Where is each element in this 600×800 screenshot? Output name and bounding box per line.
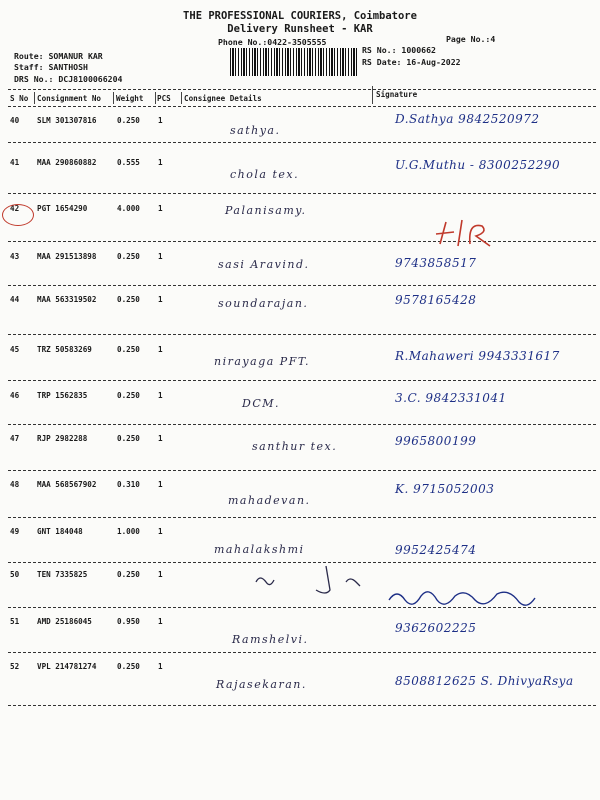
row-sno: 46 <box>10 391 20 400</box>
row-weight: 0.250 <box>117 252 140 261</box>
row-consignment-no: TEN 7335825 <box>37 570 88 579</box>
row-consignment-no: GNT 184048 <box>37 527 83 536</box>
row-sno: 52 <box>10 662 20 671</box>
col-divider <box>34 92 35 104</box>
table-row <box>0 110 600 150</box>
row-consignee: mahadevan. <box>228 494 311 507</box>
table-row <box>0 385 600 425</box>
row-pcs: 1 <box>158 345 163 354</box>
table-row <box>0 474 600 514</box>
row-consignee: Palanisamy. <box>225 204 307 217</box>
rs-number: RS No.: 1000662 <box>362 45 436 55</box>
row-consignee: chola tex. <box>230 168 300 181</box>
row-pcs: 1 <box>158 662 163 671</box>
header-top-divider <box>8 89 596 90</box>
row-consignee: Ramshelvi. <box>232 633 309 646</box>
tamil-signature-scribble <box>385 584 555 614</box>
row-weight: 0.250 <box>117 391 140 400</box>
table-row <box>0 428 600 468</box>
drs-number: DRS No.: DCJ8100066204 <box>14 74 123 84</box>
row-divider <box>8 193 596 194</box>
table-row <box>0 656 600 696</box>
company-title: THE PROFESSIONAL COURIERS, Coimbatore <box>183 10 417 22</box>
row-weight: 0.950 <box>117 617 140 626</box>
row-divider <box>8 142 596 143</box>
row-signature: U.G.Muthu - 8300252290 <box>395 158 561 172</box>
row-weight: 1.000 <box>117 527 140 536</box>
row-consignment-no: TRZ 50583269 <box>37 345 92 354</box>
row-consignment-no: MAA 568567902 <box>37 480 97 489</box>
row-sno: 42 <box>10 204 20 213</box>
row-consignment-no: TRP 1562835 <box>37 391 88 400</box>
row-pcs: 1 <box>158 527 163 536</box>
row-weight: 0.310 <box>117 480 140 489</box>
header-bottom-divider <box>8 106 596 107</box>
row-consignee: santhur tex. <box>252 440 338 453</box>
row-consignment-no: MAA 563319502 <box>37 295 97 304</box>
col-signature: Signature <box>376 90 418 99</box>
row-sno: 45 <box>10 345 20 354</box>
row-pcs: 1 <box>158 391 163 400</box>
row-consignment-no: MAA 290860882 <box>37 158 97 167</box>
row-sno: 49 <box>10 527 20 536</box>
table-row <box>0 152 600 192</box>
row-consignment-no: RJP 2982288 <box>37 434 88 443</box>
page-number: Page No.:4 <box>446 34 496 44</box>
runsheet-subtitle: Delivery Runsheet - KAR <box>227 23 373 35</box>
row-consignment-no: SLM 301307816 <box>37 116 97 125</box>
row-divider <box>8 424 596 425</box>
row-consignee: sasi Aravind. <box>218 258 310 271</box>
row-consignment-no: PGT 1654290 <box>37 204 88 213</box>
row-weight: 0.250 <box>117 345 140 354</box>
row-pcs: 1 <box>158 252 163 261</box>
table-row <box>0 521 600 561</box>
row-consignment-no: MAA 291513898 <box>37 252 97 261</box>
row-weight: 0.555 <box>117 158 140 167</box>
row-sno: 48 <box>10 480 20 489</box>
table-row <box>0 339 600 379</box>
row-weight: 0.250 <box>117 116 140 125</box>
row-consignee: DCM. <box>242 397 280 410</box>
staff-label: Staff: SANTHOSH <box>14 62 88 72</box>
row-divider <box>8 241 596 242</box>
row-divider <box>8 285 596 286</box>
barcode-image <box>230 48 358 76</box>
row-divider <box>8 705 596 706</box>
red-hr-mark <box>432 218 502 248</box>
col-divider <box>113 92 114 104</box>
row-weight: 0.250 <box>117 295 140 304</box>
row-divider <box>8 517 596 518</box>
col-divider <box>155 92 156 104</box>
row-signature: 9743858517 <box>395 256 477 270</box>
col-divider <box>181 92 182 104</box>
row-consignee: soundarajan. <box>218 297 309 310</box>
row-consignment-no: VPL 214781274 <box>37 662 97 671</box>
row-signature: 8508812625 S. DhivyaRsya <box>395 674 574 688</box>
row-divider <box>8 334 596 335</box>
table-row <box>0 611 600 651</box>
row-pcs: 1 <box>158 570 163 579</box>
col-weight: Weight <box>116 94 144 103</box>
row-signature: 9965800199 <box>395 434 477 448</box>
row-weight: 0.250 <box>117 662 140 671</box>
row-pcs: 1 <box>158 116 163 125</box>
row-weight: 4.000 <box>117 204 140 213</box>
col-consignment: Consignment No <box>37 94 102 103</box>
row-pcs: 1 <box>158 158 163 167</box>
row-consignee: mahalakshmi <box>214 543 305 556</box>
row-pcs: 1 <box>158 295 163 304</box>
col-consignee: Consignee Details <box>184 94 262 103</box>
row-consignment-no: AMD 25186045 <box>37 617 92 626</box>
row-divider <box>8 380 596 381</box>
table-row <box>0 289 600 329</box>
row-consignee: sathya. <box>230 124 281 137</box>
col-sno: S No <box>10 94 29 103</box>
row-pcs: 1 <box>158 434 163 443</box>
row-sno: 41 <box>10 158 20 167</box>
row-divider <box>8 652 596 653</box>
col-pcs: PCS <box>157 94 171 103</box>
row-weight: 0.250 <box>117 570 140 579</box>
handwritten-scribble <box>250 560 370 600</box>
row-pcs: 1 <box>158 204 163 213</box>
row-signature: 9578165428 <box>395 293 477 307</box>
row-consignee: nirayaga PFT. <box>214 355 311 368</box>
row-sno: 47 <box>10 434 20 443</box>
row-weight: 0.250 <box>117 434 140 443</box>
col-divider <box>372 86 373 104</box>
row-sno: 50 <box>10 570 20 579</box>
row-pcs: 1 <box>158 617 163 626</box>
row-signature: K. 9715052003 <box>395 482 495 496</box>
row-signature: 9362602225 <box>395 621 477 635</box>
row-signature: D.Sathya 9842520972 <box>395 112 540 126</box>
row-sno: 44 <box>10 295 20 304</box>
route-label: Route: SOMANUR KAR <box>14 51 103 61</box>
red-circle-mark <box>2 204 34 226</box>
row-divider <box>8 470 596 471</box>
phone-number: Phone No.:0422-3505555 <box>218 37 327 47</box>
row-signature: 9952425474 <box>395 543 477 557</box>
table-row <box>0 198 600 238</box>
row-signature: 3.C. 9842331041 <box>395 391 507 405</box>
row-consignee: Rajasekaran. <box>216 678 307 691</box>
row-pcs: 1 <box>158 480 163 489</box>
row-sno: 43 <box>10 252 20 261</box>
row-sno: 40 <box>10 116 20 125</box>
table-row <box>0 246 600 286</box>
row-sno: 51 <box>10 617 20 626</box>
row-signature: R.Mahaweri 9943331617 <box>395 349 560 363</box>
rs-date: RS Date: 16-Aug-2022 <box>362 57 461 67</box>
